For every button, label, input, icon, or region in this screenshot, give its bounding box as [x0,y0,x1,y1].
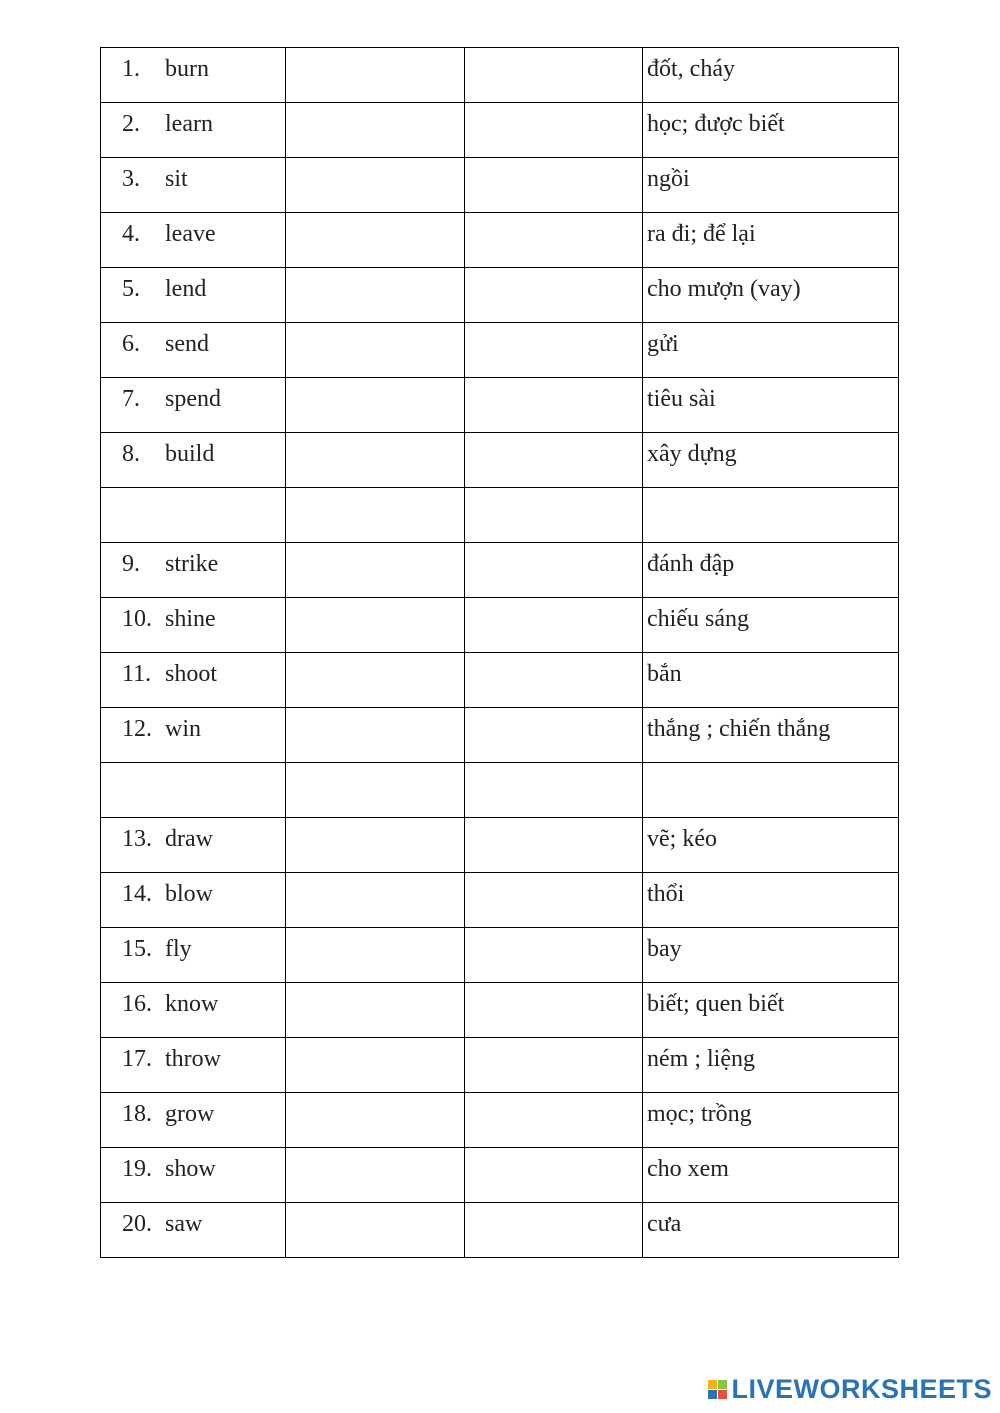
liveworksheets-logo-icon [708,1380,727,1399]
row-number: 6. [122,331,140,357]
past-participle-blank-cell [465,1038,643,1093]
verb-table-body [101,48,899,1258]
row-number: 5. [122,276,140,302]
verb-cell [101,213,286,268]
meaning-cell [643,928,899,983]
meaning-text [643,488,898,496]
verb-word: shine [165,606,216,632]
past-participle-blank-cell [465,1148,643,1203]
past-simple-blank-cell [286,268,465,323]
meaning-cell [643,653,899,708]
past-participle-blank-cell [465,818,643,873]
meaning-text: thổi [647,881,685,907]
table-row [101,818,899,873]
past-participle-blank-cell [465,983,643,1038]
table-row [101,268,899,323]
past-simple-blank-cell [286,1148,465,1203]
meaning-cell [643,378,899,433]
meaning-cell [643,708,899,763]
meaning-text: xây dựng [647,441,737,467]
past-simple-blank-cell [286,213,465,268]
table-row [101,433,899,488]
verb-cell [101,763,286,818]
past-participle-blank-cell [465,598,643,653]
meaning-text: gửi [647,331,679,357]
verb-cell [101,1203,286,1258]
row-number: 18. [122,1101,152,1127]
row-number: 15. [122,936,152,962]
verb-cell [101,323,286,378]
verb-word: burn [165,56,209,82]
meaning-cell [643,1203,899,1258]
verb-cell [101,433,286,488]
table-row [101,708,899,763]
meaning-cell [643,1038,899,1093]
past-participle-blank-cell [465,48,643,103]
verb-word: send [165,331,209,357]
past-simple-blank-cell [286,708,465,763]
meaning-cell [643,268,899,323]
verb-word: show [165,1156,216,1182]
verb-cell [101,983,286,1038]
verb-word: build [165,441,215,467]
row-number: 7. [122,386,140,412]
verb-cell [101,1038,286,1093]
past-participle-blank-cell [465,708,643,763]
meaning-text: chiếu sáng [647,606,749,632]
past-participle-blank-cell [465,1093,643,1148]
table-row [101,763,899,818]
meaning-text [643,763,898,771]
table-row [101,653,899,708]
row-number: 9. [122,551,140,577]
meaning-cell [643,323,899,378]
table-row [101,983,899,1038]
past-simple-blank-cell [286,433,465,488]
past-participle-blank-cell [465,378,643,433]
meaning-text: thắng ; chiến thắng [647,716,831,742]
table-row [101,873,899,928]
table-row [101,488,899,543]
past-simple-blank-cell [286,103,465,158]
meaning-text: cho xem [647,1156,729,1182]
liveworksheets-brand [708,1374,992,1405]
meaning-cell [643,103,899,158]
verb-cell [101,598,286,653]
past-simple-blank-cell [286,653,465,708]
past-participle-blank-cell [465,653,643,708]
past-simple-blank-cell [286,983,465,1038]
past-participle-blank-cell [465,928,643,983]
past-simple-blank-cell [286,158,465,213]
meaning-cell [643,543,899,598]
verb-word: saw [165,1211,203,1237]
verb-word: blow [165,881,213,907]
verb-word: grow [165,1101,215,1127]
row-number: 2. [122,111,140,137]
table-row [101,48,899,103]
meaning-text: biết; quen biết [647,991,785,1017]
meaning-cell [643,1093,899,1148]
verb-cell [101,1093,286,1148]
past-simple-blank-cell [286,48,465,103]
verb-word: draw [165,826,213,852]
row-number: 8. [122,441,140,467]
verb-cell [101,1148,286,1203]
meaning-text: ra đi; để lại [647,221,756,247]
table-row [101,543,899,598]
past-participle-blank-cell [465,323,643,378]
verb-word: win [165,716,201,742]
verb-cell [101,653,286,708]
meaning-cell [643,983,899,1038]
past-simple-blank-cell [286,543,465,598]
row-number: 14. [122,881,152,907]
meaning-text: đánh đập [647,551,735,577]
past-simple-blank-cell [286,378,465,433]
table-row [101,1203,899,1258]
table-row [101,1093,899,1148]
meaning-text: cho mượn (vay) [647,276,801,302]
row-number: 19. [122,1156,152,1182]
row-number: 13. [122,826,152,852]
verb-cell [101,48,286,103]
past-simple-blank-cell [286,598,465,653]
verb-word: spend [165,386,221,412]
past-participle-blank-cell [465,158,643,213]
table-row [101,103,899,158]
row-number: 4. [122,221,140,247]
table-row [101,928,899,983]
meaning-cell [643,818,899,873]
meaning-text: bay [647,936,682,962]
past-participle-blank-cell [465,763,643,818]
meaning-text: ném ; liệng [647,1046,755,1072]
verb-table [100,47,899,1258]
verb-word: lend [165,276,207,302]
row-number: 10. [122,606,152,632]
meaning-cell [643,213,899,268]
table-row [101,1148,899,1203]
past-simple-blank-cell [286,873,465,928]
verb-word: strike [165,551,219,577]
meaning-cell [643,763,899,818]
past-simple-blank-cell [286,763,465,818]
meaning-cell [643,598,899,653]
meaning-cell [643,48,899,103]
table-row [101,323,899,378]
row-number: 17. [122,1046,152,1072]
row-number: 16. [122,991,152,1017]
meaning-text: tiêu sài [647,386,716,412]
past-participle-blank-cell [465,1203,643,1258]
verb-word: learn [165,111,213,137]
meaning-text: mọc; trồng [647,1101,752,1127]
verb-cell [101,488,286,543]
table-row [101,158,899,213]
verb-word: know [165,991,219,1017]
row-number: 3. [122,166,140,192]
past-participle-blank-cell [465,103,643,158]
row-number: 1. [122,56,140,82]
past-simple-blank-cell [286,488,465,543]
meaning-cell [643,433,899,488]
past-participle-blank-cell [465,433,643,488]
verb-cell [101,708,286,763]
verb-word: shoot [165,661,218,687]
table-row [101,378,899,433]
verb-cell [101,378,286,433]
past-simple-blank-cell [286,928,465,983]
verb-word: leave [165,221,216,247]
table-row [101,598,899,653]
verb-word: fly [165,936,192,962]
meaning-text: đốt, cháy [647,56,735,82]
verb-cell [101,873,286,928]
meaning-text: ngồi [647,166,690,192]
verb-cell [101,268,286,323]
past-simple-blank-cell [286,1203,465,1258]
past-participle-blank-cell [465,268,643,323]
verb-cell [101,928,286,983]
meaning-text: bắn [647,661,682,687]
brand-text: LIVEWORKSHEETS [731,1374,992,1404]
meaning-cell [643,1148,899,1203]
row-number: 20. [122,1211,152,1237]
meaning-cell [643,158,899,213]
past-participle-blank-cell [465,873,643,928]
past-participle-blank-cell [465,488,643,543]
verb-word: sit [165,166,188,192]
past-simple-blank-cell [286,1093,465,1148]
past-simple-blank-cell [286,1038,465,1093]
row-number: 11. [122,661,152,687]
meaning-text: cưa [647,1211,682,1237]
meaning-text: học; được biết [647,111,785,137]
past-simple-blank-cell [286,818,465,873]
table-row [101,213,899,268]
past-participle-blank-cell [465,213,643,268]
verb-cell [101,818,286,873]
past-simple-blank-cell [286,323,465,378]
row-number: 12. [122,716,152,742]
verb-word: throw [165,1046,221,1072]
verb-cell [101,543,286,598]
meaning-cell [643,873,899,928]
verb-cell [101,158,286,213]
meaning-text: vẽ; kéo [647,826,717,852]
table-row [101,1038,899,1093]
past-participle-blank-cell [465,543,643,598]
verb-cell [101,103,286,158]
meaning-cell [643,488,899,543]
